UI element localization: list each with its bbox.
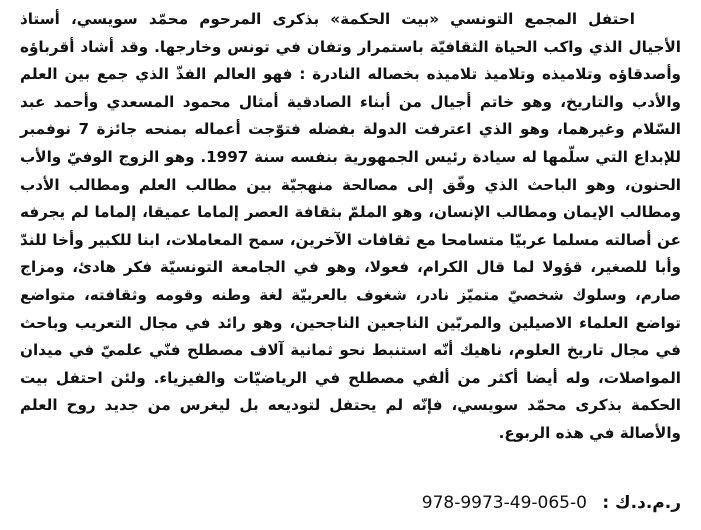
isbn-label: ر.م.د.ك : <box>602 493 681 513</box>
isbn-line <box>422 493 681 513</box>
isbn-number: 978-9973-49-065-0 <box>421 493 587 513</box>
main-paragraph: احتفل المجمع التونسي «بيت الحكمة» بذكرى المرحوم محمّد سويسي، أستاذ الأجيال الذي واكب الحياة الثقافيّة باستمرار وتفان في تونس وخارجها. وقد أشاد أقرباؤه وأصدقاؤه وتلاميذه وتلاميذ تلاميذه بخصاله النادرة : فهو العالم الفذّ الذي جمع بين العلم والأدب والتاريخ، وهو خاتم أجيال من أبناء الصادقية أمثال محمود المسعدي وأحمد عبد السّلام وغيرهما، وهو الذي اعترفت الدولة بفضله فتوّجت أعماله بمنحه جائزة 7 نوفمبر للإبداع التي سلّمها له سيادة رئيس الجمهورية بنفسه سنة 1997. وهو الزوج الوفيّ والأب الحنون، وهو الباحث الذي وفّق إلى مصالحة منهجيّة بين مطالب العلم ومطالب الأدب ومطالب الإيمان ومطالب الإنسان، وهو الملمّ بثقافة العصر إلماما عميقا، إلماما لم يجرفه عن أصالته مسلما عربيّا متسامحا مع ثقافات الآخرين، سمح المعاملات، ابنا للكبير وأخا للندّ وأبا للصغير، قؤولا لما قال الكرام، فعولا، وهو في الجامعة التونسيّة فكر هادئ، ومزاج صارم، وسلوك شخصيّ متميّز نادر، شغوف بالعربيّة لغة وطنه وقومه وثقافته، متواضع تواضع العلماء الاصيلين والمربّين الناجعين الناجحين، وهو رائد في مجال التعريب وباحث في مجال تاريخ العلوم، ناهيك أنّه استنبط نحو ثمانية آلاف مصطلح فنّي علميّ في ميدان المواصلات، وله أيضا أكثر من ألفي مصطلح في الرياضيّات والفيزياء. ولئن احتفل بيت الحكمة بذكرى محمّد سويسي، فإنّه لم يحتفل لتوديعه بل ليغرس من جديد روح العلم والأصالة في هذه الربوع. <box>20 10 681 442</box>
body-text <box>20 6 681 448</box>
